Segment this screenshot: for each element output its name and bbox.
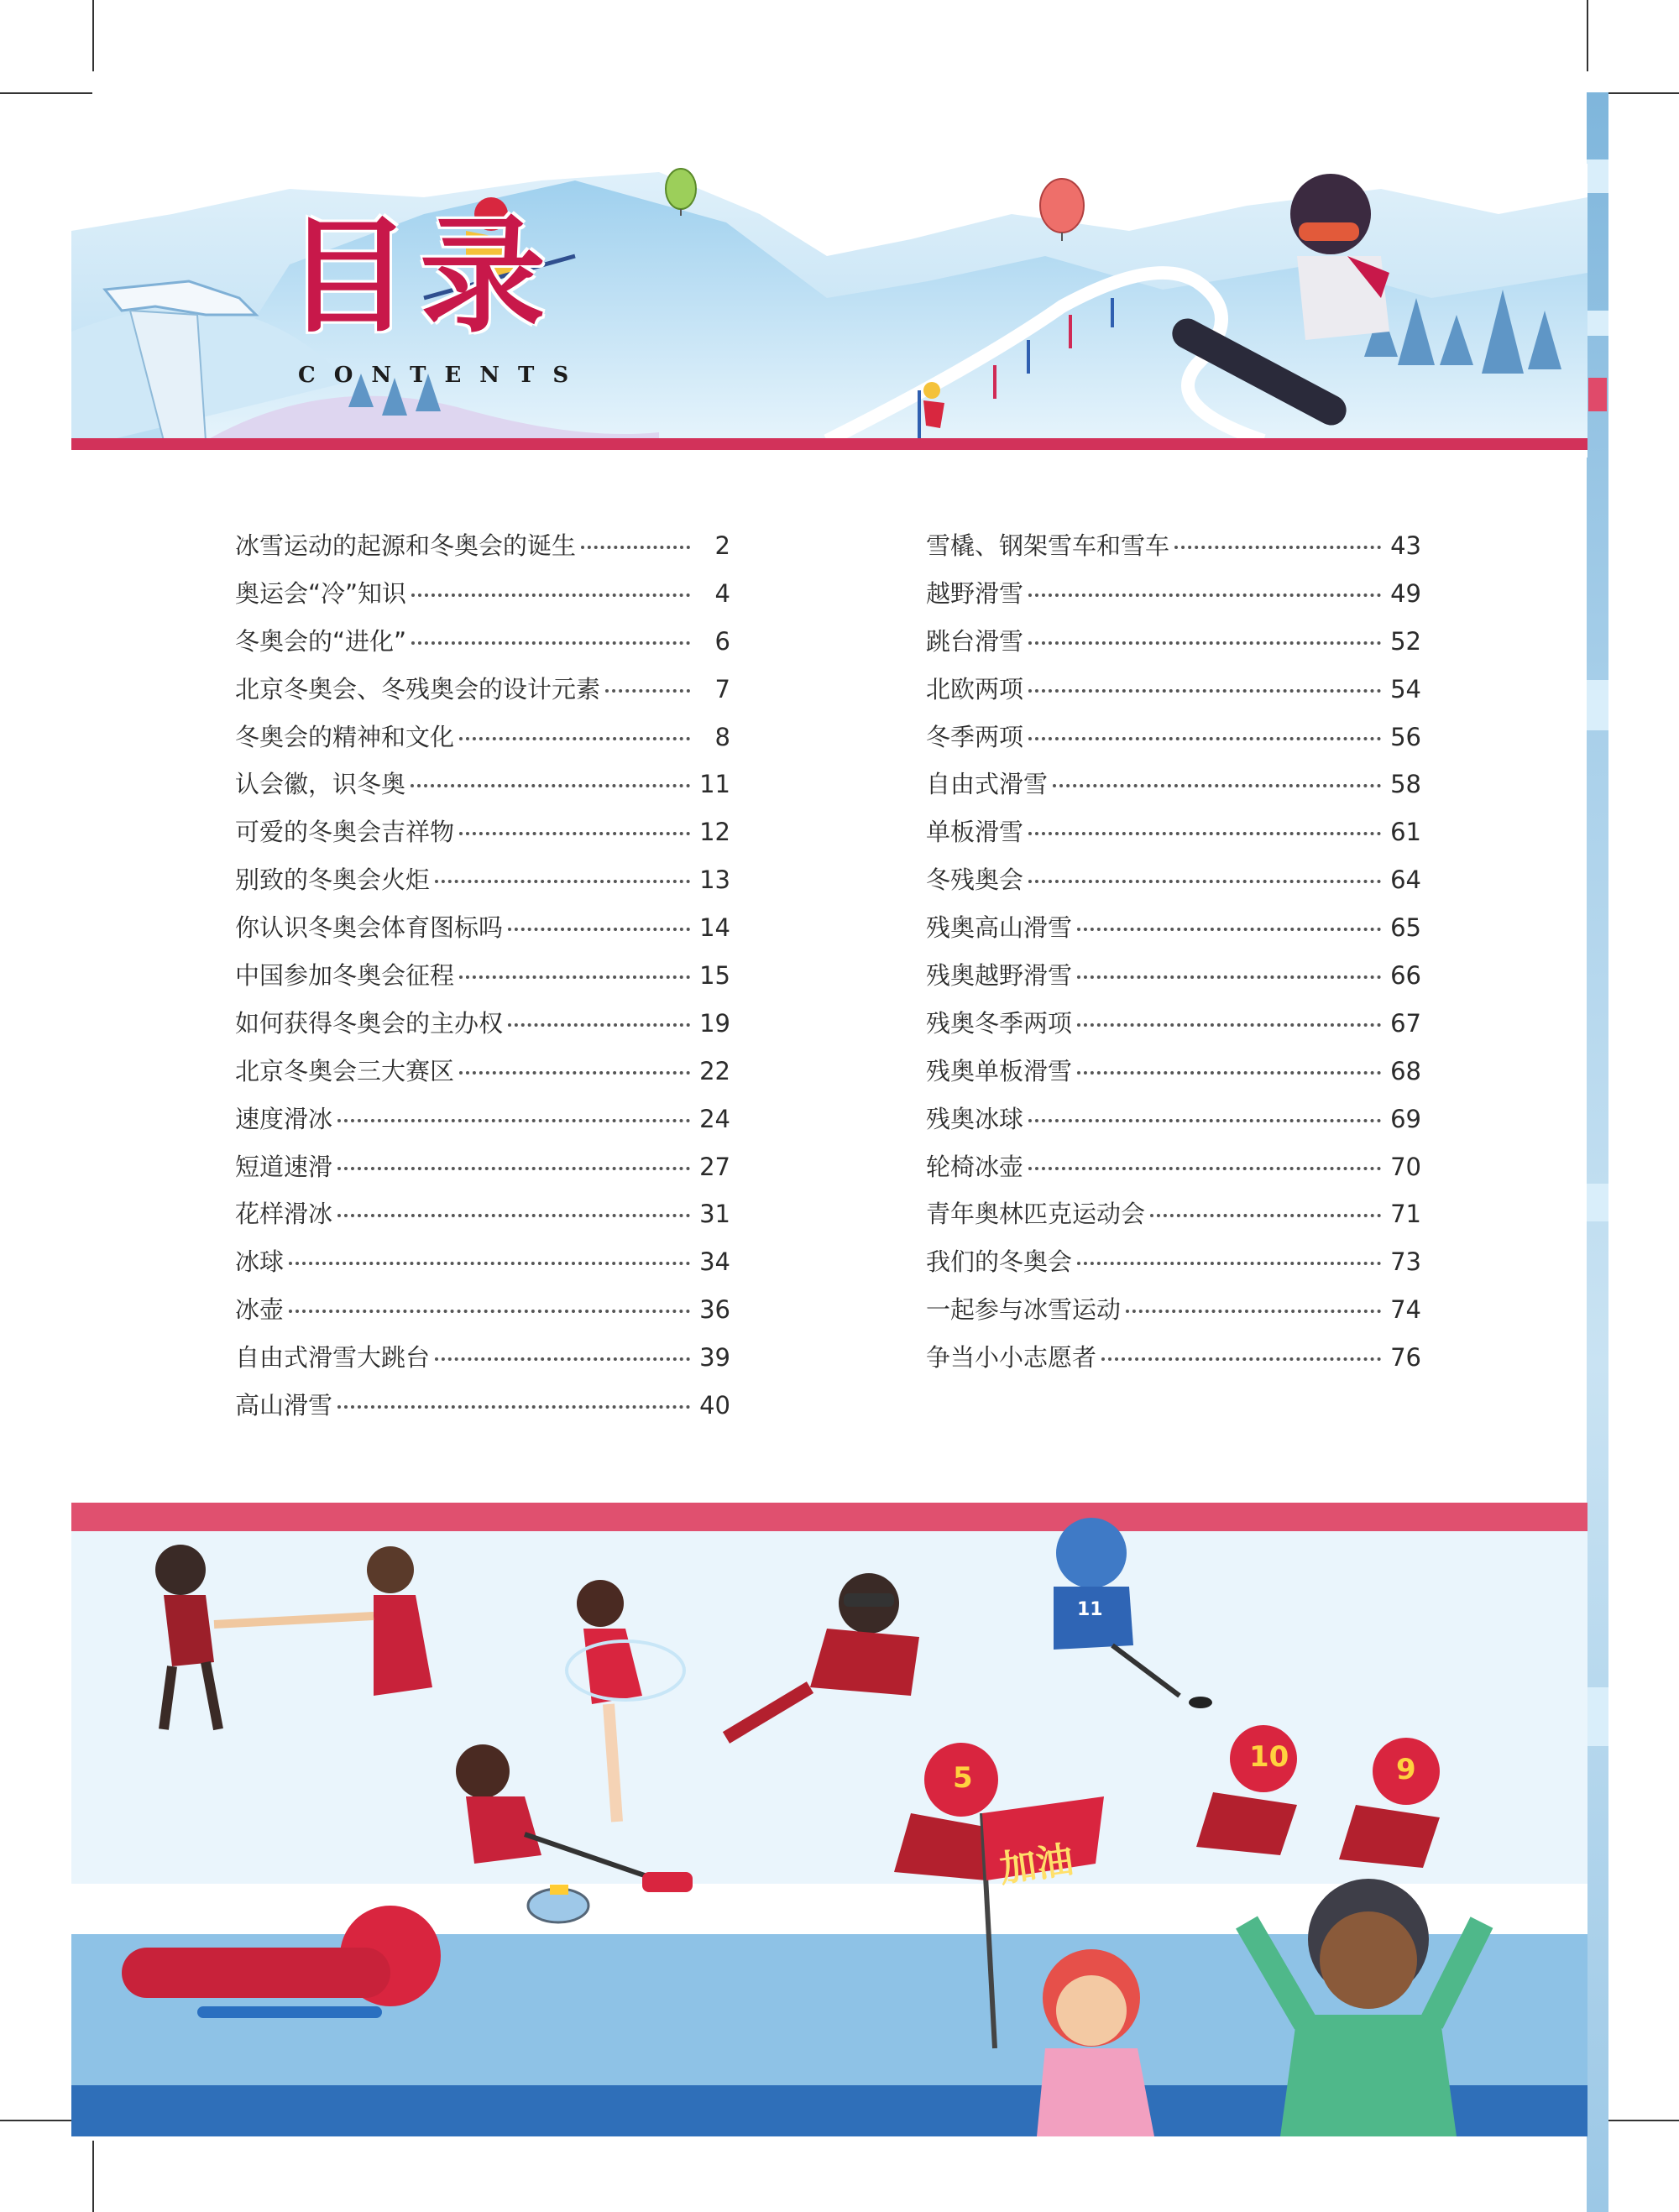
toc-entry[interactable] bbox=[926, 1195, 1421, 1243]
toc-leader-dots bbox=[289, 1262, 690, 1265]
toc-leader-dots bbox=[1053, 784, 1381, 787]
page-subtitle: CONTENTS bbox=[298, 363, 588, 388]
page-title: 目录 bbox=[285, 204, 555, 350]
toc-entry[interactable] bbox=[926, 623, 1421, 671]
toc-entry-page: 66 bbox=[1390, 961, 1421, 991]
rink-top-red-band bbox=[71, 1503, 1587, 1531]
toc-leader-dots bbox=[337, 1167, 690, 1170]
toc-entry[interactable] bbox=[235, 1053, 730, 1101]
toc-entry[interactable] bbox=[235, 1339, 730, 1387]
toc-entry-page: 40 bbox=[699, 1391, 730, 1420]
toc-entry-title: 残奥越野滑雪 bbox=[926, 961, 1073, 991]
toc-entry-title: 花样滑冰 bbox=[235, 1200, 333, 1229]
toc-entry-page: 64 bbox=[1390, 865, 1421, 895]
helmet-number: 10 bbox=[1249, 1740, 1289, 1774]
toc-entry[interactable] bbox=[235, 1195, 730, 1243]
toc-entry[interactable] bbox=[926, 909, 1421, 957]
winter-sports-illustration bbox=[71, 1503, 1587, 2136]
toc-entry-page: 31 bbox=[699, 1200, 730, 1229]
toc-leader-dots bbox=[411, 594, 690, 597]
toc-entry[interactable] bbox=[926, 671, 1421, 719]
toc-entry-page: 8 bbox=[714, 722, 730, 751]
toc-entry-page: 7 bbox=[714, 674, 730, 703]
toc-leader-dots bbox=[337, 1214, 690, 1217]
toc-entry[interactable] bbox=[926, 575, 1421, 623]
toc-leader-dots bbox=[1174, 546, 1381, 549]
toc-entry-title: 残奥高山滑雪 bbox=[926, 913, 1073, 943]
helmet-number: 5 bbox=[953, 1761, 973, 1795]
toc-entry-title: 高山滑雪 bbox=[235, 1391, 333, 1420]
toc-entry-page: 6 bbox=[714, 626, 730, 656]
toc-leader-dots bbox=[1077, 1071, 1381, 1075]
toc-leader-dots bbox=[459, 975, 690, 979]
toc-entry-page: 73 bbox=[1390, 1247, 1421, 1277]
toc-entry-title: 你认识冬奥会体育图标吗 bbox=[235, 913, 504, 943]
crop-mark bbox=[92, 0, 94, 71]
toc-leader-dots bbox=[1077, 1262, 1381, 1265]
crop-mark bbox=[1587, 0, 1588, 71]
toc-entry-title: 残奥冰球 bbox=[926, 1104, 1024, 1133]
toc-entry-page: 49 bbox=[1390, 578, 1421, 608]
toc-entry-page: 65 bbox=[1390, 913, 1421, 943]
toc-entry-title: 冬奥会的“进化” bbox=[235, 626, 407, 656]
toc-leader-dots bbox=[1077, 1023, 1381, 1027]
edge-decor-strip bbox=[1587, 92, 1608, 2212]
toc-entry-title: 单板滑雪 bbox=[926, 818, 1024, 847]
toc-entry-title: 别致的冬奥会火炬 bbox=[235, 865, 431, 895]
toc-entry-title: 认会徽，识冬奥 bbox=[235, 770, 406, 799]
toc-entry-title: 冰雪运动的起源和冬奥会的诞生 bbox=[235, 531, 577, 560]
toc-entry-page: 14 bbox=[699, 913, 730, 943]
toc-leader-dots bbox=[289, 1310, 690, 1313]
toc-entry[interactable] bbox=[235, 1148, 730, 1196]
toc-entry[interactable] bbox=[235, 623, 730, 671]
toc-leader-dots bbox=[1028, 880, 1381, 883]
toc-leader-dots bbox=[1101, 1357, 1381, 1361]
toc-entry-page: 12 bbox=[699, 818, 730, 847]
toc-entry[interactable] bbox=[926, 957, 1421, 1005]
toc-entry-page: 58 bbox=[1390, 770, 1421, 799]
toc-entry-page: 24 bbox=[699, 1104, 730, 1133]
toc-entry[interactable] bbox=[926, 1005, 1421, 1053]
toc-entry-page: 34 bbox=[699, 1247, 730, 1277]
toc-entry-page: 74 bbox=[1390, 1295, 1421, 1325]
ice-rink-scene bbox=[71, 1503, 1587, 2136]
toc-entry-page: 2 bbox=[714, 531, 730, 560]
toc-entry[interactable] bbox=[926, 1148, 1421, 1196]
toc-entry[interactable] bbox=[926, 527, 1421, 575]
toc-entry[interactable] bbox=[235, 671, 730, 719]
toc-entry-title: 轮椅冰壶 bbox=[926, 1152, 1024, 1181]
toc-entry-page: 27 bbox=[699, 1152, 730, 1181]
toc-leader-dots bbox=[508, 1023, 690, 1027]
toc-entry-page: 68 bbox=[1390, 1056, 1421, 1085]
toc-entry-page: 11 bbox=[699, 770, 730, 799]
toc-entry[interactable] bbox=[926, 1243, 1421, 1291]
toc-entry-page: 69 bbox=[1390, 1104, 1421, 1133]
toc-entry[interactable] bbox=[926, 1291, 1421, 1339]
toc-entry-page: 43 bbox=[1390, 531, 1421, 560]
banner-red-band bbox=[71, 438, 1587, 450]
toc-entry-title: 冬奥会的精神和文化 bbox=[235, 722, 455, 751]
toc-entry-page: 56 bbox=[1390, 722, 1421, 751]
toc-entry-title: 北欧两项 bbox=[926, 674, 1024, 703]
toc-entry-title: 北京冬奥会、冬残奥会的设计元素 bbox=[235, 674, 601, 703]
toc-entry-page: 15 bbox=[699, 961, 730, 991]
toc-entry[interactable] bbox=[926, 861, 1421, 909]
toc-entry-title: 一起参与冰雪运动 bbox=[926, 1295, 1122, 1325]
toc-entry-title: 冬季两项 bbox=[926, 722, 1024, 751]
toc-entry[interactable] bbox=[235, 1005, 730, 1053]
toc-entry-page: 39 bbox=[699, 1343, 730, 1373]
toc-entry-page: 54 bbox=[1390, 674, 1421, 703]
toc-leader-dots bbox=[337, 1119, 690, 1122]
toc-entry-page: 22 bbox=[699, 1056, 730, 1085]
toc-leader-dots bbox=[459, 1071, 690, 1075]
toc-column-left bbox=[235, 527, 730, 1435]
toc-entry-page: 61 bbox=[1390, 818, 1421, 847]
toc-leader-dots bbox=[1150, 1214, 1381, 1217]
toc-entry-title: 奥运会“冷”知识 bbox=[235, 578, 407, 608]
toc-entry-page: 19 bbox=[699, 1008, 730, 1038]
toc-entry-page: 52 bbox=[1390, 626, 1421, 656]
toc-leader-dots bbox=[605, 689, 690, 693]
toc-entry-title: 越野滑雪 bbox=[926, 578, 1024, 608]
toc-entry-title: 残奥冬季两项 bbox=[926, 1008, 1073, 1038]
toc-leader-dots bbox=[1028, 594, 1381, 597]
toc-entry[interactable] bbox=[926, 1339, 1421, 1387]
toc-entry-title: 可爱的冬奥会吉祥物 bbox=[235, 818, 455, 847]
toc-entry[interactable] bbox=[235, 909, 730, 957]
toc-entry[interactable] bbox=[235, 1387, 730, 1435]
toc-column-right bbox=[926, 527, 1421, 1387]
toc-leader-dots bbox=[411, 784, 690, 787]
toc-entry-page: 70 bbox=[1390, 1152, 1421, 1181]
toc-entry-title: 冬残奥会 bbox=[926, 865, 1024, 895]
toc-entry-page: 76 bbox=[1390, 1343, 1421, 1373]
toc-entry-page: 13 bbox=[699, 865, 730, 895]
toc-leader-dots bbox=[435, 880, 690, 883]
toc-entry-title: 北京冬奥会三大赛区 bbox=[235, 1056, 455, 1085]
cheer-flag-text: 加油 bbox=[996, 1838, 1076, 1891]
toc-leader-dots bbox=[1126, 1310, 1381, 1313]
toc-entry-title: 自由式滑雪大跳台 bbox=[235, 1343, 431, 1373]
toc-entry-title: 短道速滑 bbox=[235, 1152, 333, 1181]
toc-entry-page: 67 bbox=[1390, 1008, 1421, 1038]
toc-leader-dots bbox=[1028, 832, 1381, 835]
toc-entry[interactable] bbox=[926, 1053, 1421, 1101]
toc-entry-title: 冰壶 bbox=[235, 1295, 285, 1325]
toc-entry[interactable] bbox=[235, 766, 730, 813]
toc-entry[interactable] bbox=[926, 766, 1421, 813]
toc-entry-page: 4 bbox=[714, 578, 730, 608]
toc-entry-title: 冰球 bbox=[235, 1247, 285, 1277]
toc-entry[interactable] bbox=[235, 861, 730, 909]
toc-leader-dots bbox=[1077, 975, 1381, 979]
toc-entry[interactable] bbox=[235, 1101, 730, 1148]
toc-entry-title: 雪橇、钢架雪车和雪车 bbox=[926, 531, 1170, 560]
toc-entry[interactable] bbox=[235, 527, 730, 575]
toc-leader-dots bbox=[1028, 689, 1381, 693]
toc-leader-dots bbox=[1028, 1167, 1381, 1170]
toc-entry[interactable] bbox=[235, 813, 730, 861]
toc-entry-page: 36 bbox=[699, 1295, 730, 1325]
toc-entry[interactable] bbox=[235, 957, 730, 1005]
helmet-number: 9 bbox=[1396, 1753, 1416, 1786]
toc-entry-title: 跳台滑雪 bbox=[926, 626, 1024, 656]
crop-mark bbox=[92, 2141, 94, 2212]
toc-leader-dots bbox=[459, 832, 690, 835]
toc-entry-page: 71 bbox=[1390, 1200, 1421, 1229]
toc-entry-title: 自由式滑雪 bbox=[926, 770, 1049, 799]
toc-entry-title: 速度滑冰 bbox=[235, 1104, 333, 1133]
toc-leader-dots bbox=[1028, 1119, 1381, 1122]
toc-entry[interactable] bbox=[235, 575, 730, 623]
toc-entry[interactable] bbox=[235, 719, 730, 766]
toc-entry[interactable] bbox=[235, 1243, 730, 1291]
toc-entry-title: 我们的冬奥会 bbox=[926, 1247, 1073, 1277]
toc-entry-title: 如何获得冬奥会的主办权 bbox=[235, 1008, 504, 1038]
toc-leader-dots bbox=[1077, 928, 1381, 931]
toc-leader-dots bbox=[435, 1357, 690, 1361]
toc-entry-title: 残奥单板滑雪 bbox=[926, 1056, 1073, 1085]
crop-mark bbox=[0, 92, 92, 94]
toc-leader-dots bbox=[411, 641, 690, 645]
toc-entry[interactable] bbox=[926, 1101, 1421, 1148]
toc-entry-title: 中国参加冬奥会征程 bbox=[235, 961, 455, 991]
edge-red-mark bbox=[1588, 378, 1607, 411]
toc-leader-dots bbox=[508, 928, 690, 931]
toc-entry[interactable] bbox=[926, 813, 1421, 861]
toc-leader-dots bbox=[1028, 737, 1381, 740]
toc-entry[interactable] bbox=[926, 719, 1421, 766]
toc-entry-title: 青年奥林匹克运动会 bbox=[926, 1200, 1146, 1229]
toc-leader-dots bbox=[459, 737, 690, 740]
toc-leader-dots bbox=[581, 546, 690, 549]
toc-entry-title: 争当小小志愿者 bbox=[926, 1343, 1097, 1373]
toc-entry[interactable] bbox=[235, 1291, 730, 1339]
toc-leader-dots bbox=[337, 1405, 690, 1409]
hockey-jersey-number: 11 bbox=[1077, 1599, 1103, 1620]
toc-leader-dots bbox=[1028, 641, 1381, 645]
